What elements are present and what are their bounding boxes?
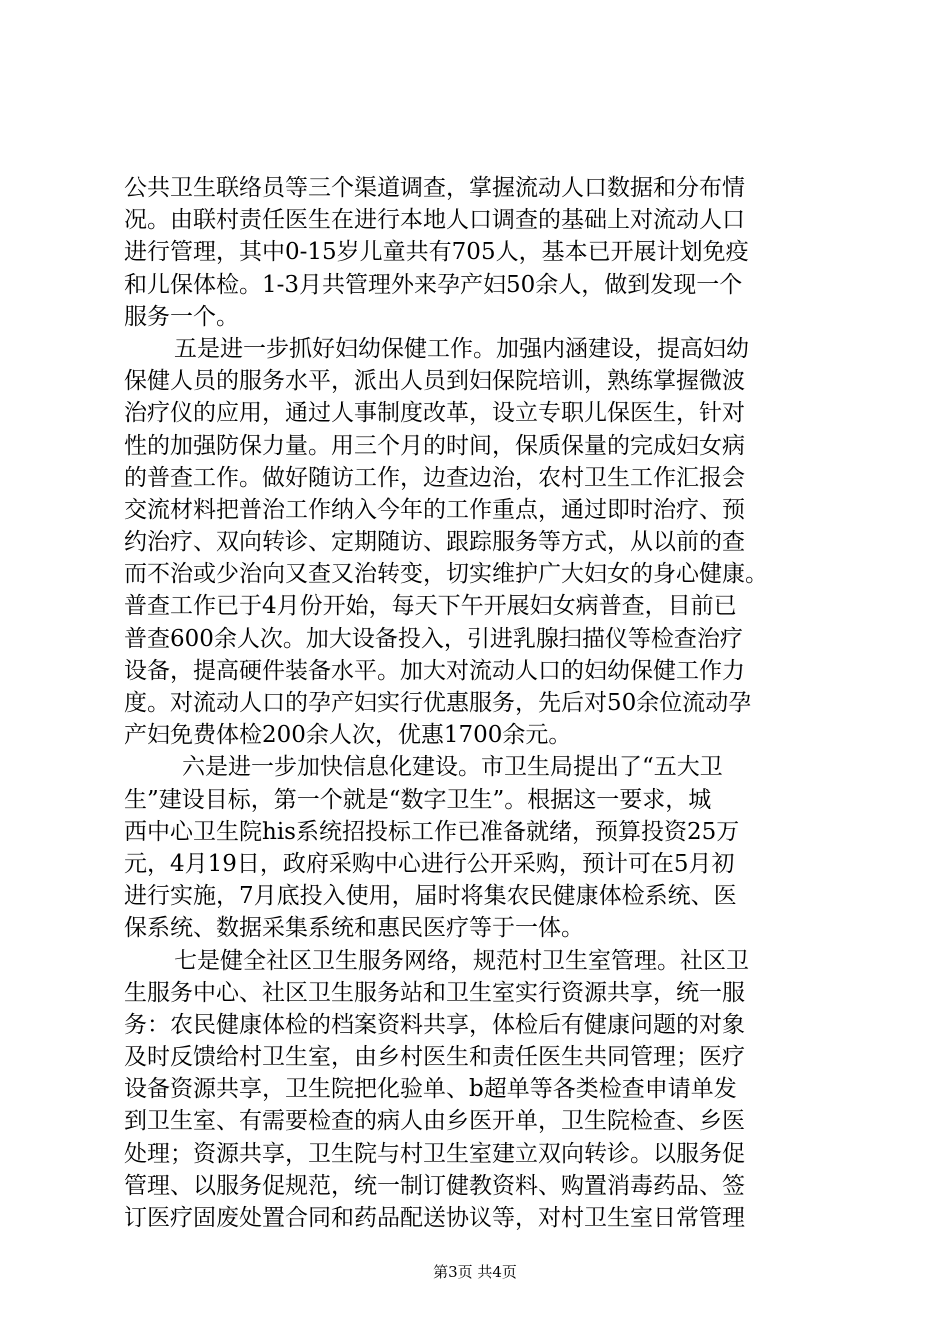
text-line: 和儿保体检。1-3月共管理外来孕产妇50余人，做到发现一个	[124, 271, 743, 298]
text-line: 订医疗固废处置合同和药品配送协议等，对村卫生室日常管理	[124, 1205, 745, 1231]
text-line: 到卫生室、有需要检查的病人由乡医开单，卫生院检查、乡医	[124, 1108, 745, 1135]
paragraph-start-line: 五是进一步抓好妇幼保健工作。加强内涵建设，提高妇幼	[174, 335, 749, 362]
text-line: 公共卫生联络员等三个渠道调查，掌握流动人口数据和分布情	[124, 175, 745, 201]
paragraph-start-line: 七是健全社区卫生服务网络，规范村卫生室管理。社区卫	[174, 947, 749, 974]
text-line: 交流材料把普治工作纳入今年的工作重点，通过即时治疗、预	[124, 496, 745, 523]
text-line: 产妇免费体检200余人次，优惠1700余元。	[124, 722, 572, 749]
text-line: 务：农民健康体检的档案资料共享，体检后有健康问题的对象	[124, 1011, 745, 1038]
text-line: 性的加强防保力量。用三个月的时间，保质保量的完成妇女病	[124, 432, 745, 459]
text-line: 设备资源共享，卫生院把化验单、b超单等各类检查申请单发	[124, 1076, 737, 1103]
text-line: 的普查工作。做好随访工作，边查边治，农村卫生工作汇报会	[124, 464, 745, 491]
text-line: 治疗仪的应用，通过人事制度改革，设立专职儿保医生，针对	[124, 400, 745, 427]
text-line: 约治疗、双向转诊、定期随访、跟踪服务等方式，从以前的查	[124, 529, 745, 556]
text-line: 西中心卫生院his系统招投标工作已准备就绪，预算投资25万	[124, 818, 740, 845]
text-line: 生服务中心、社区卫生服务站和卫生室实行资源共享，统一服	[124, 979, 745, 1006]
paragraph-start-line: 六是进一步加快信息化建设。市卫生局提出了“五大卫	[182, 754, 723, 781]
text-line: 进行实施，7月底投入使用，届时将集农民健康体检系统、医	[124, 883, 737, 910]
text-line: 普查工作已于4月份开始，每天下午开展妇女病普查，目前已	[124, 593, 737, 620]
text-line: 进行管理，其中0-15岁儿童共有705人，基本已开展计划免疫	[124, 239, 749, 266]
text-line: 生”建设目标，第一个就是“数字卫生”。根据这一要求，城	[124, 786, 712, 813]
text-line: 服务一个。	[124, 303, 239, 330]
text-line: 保健人员的服务水平，派出人员到妇保院培训，熟练掌握微波	[124, 368, 745, 395]
text-line: 元，4月19日，政府采购中心进行公开采购，预计可在5月初	[124, 850, 735, 877]
text-line: 而不治或少治向又查又治转变，切实维护广大妇女的身心健康。	[124, 561, 768, 588]
page-footer: 第3页 共4页	[433, 1263, 517, 1281]
text-line: 况。由联村责任医生在进行本地人口调查的基础上对流动人口	[124, 207, 745, 234]
text-line: 度。对流动人口的孕产妇实行优惠服务，先后对50余位流动孕	[124, 690, 752, 716]
text-line: 及时反馈给村卫生室，由乡村医生和责任医生共同管理；医疗	[124, 1044, 745, 1071]
document-body	[124, 172, 844, 1234]
text-line: 保系统、数据采集系统和惠民医疗等于一体。	[124, 915, 584, 942]
text-line: 处理；资源共享，卫生院与村卫生室建立双向转诊。以服务促	[124, 1140, 745, 1167]
text-line: 管理、以服务促规范，统一制订健教资料、购置消毒药品、签	[124, 1172, 745, 1199]
text-line: 设备，提高硬件装备水平。加大对流动人口的妇幼保健工作力	[124, 657, 745, 684]
text-line: 普查600余人次。加大设备投入，引进乳腺扫描仪等检查治疗	[124, 625, 743, 652]
